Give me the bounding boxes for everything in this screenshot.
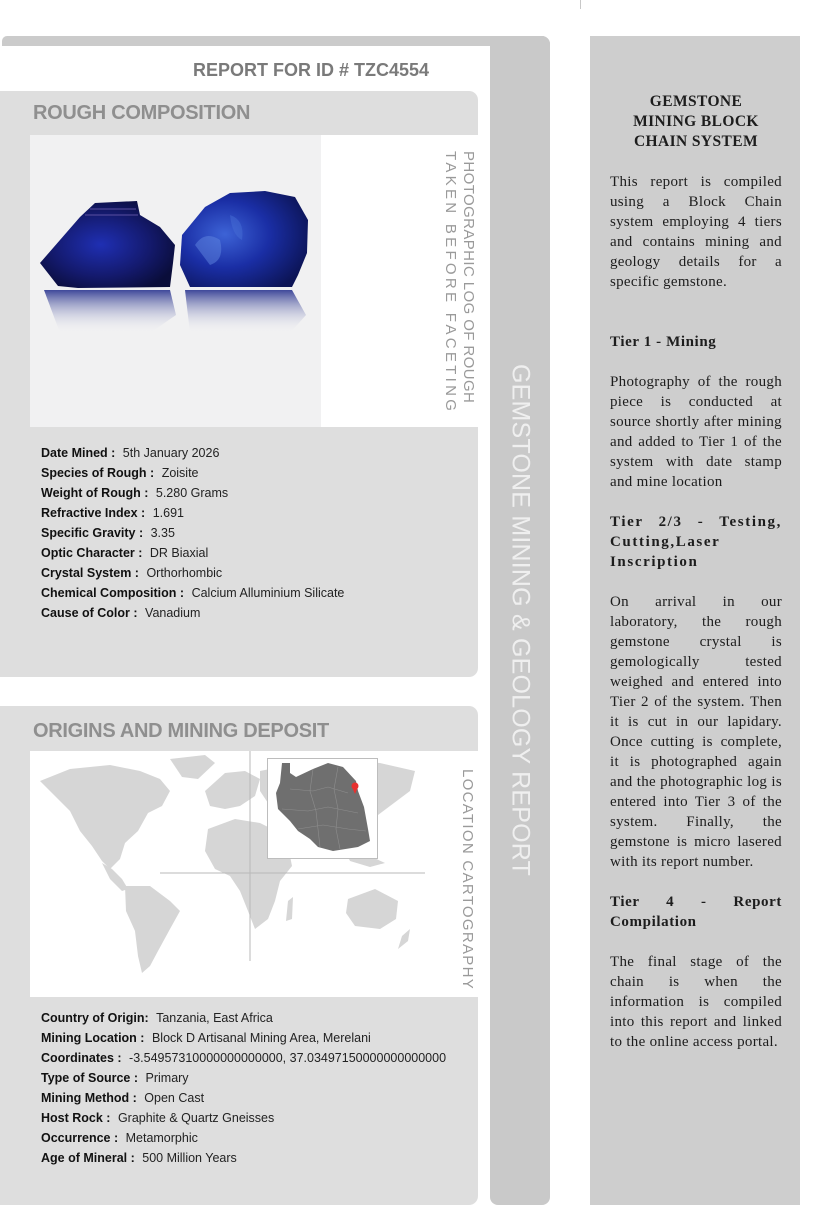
rough-photo bbox=[30, 135, 321, 427]
property-row bbox=[41, 483, 344, 503]
crystal-left bbox=[40, 201, 176, 333]
property-value: 5.280 Grams bbox=[155, 486, 229, 500]
property-value: Primary bbox=[145, 1071, 189, 1085]
property-row bbox=[41, 1088, 446, 1108]
property-label: Age of Mineral : bbox=[41, 1151, 135, 1165]
property-label: Mining Method : bbox=[41, 1091, 137, 1105]
property-value: Calcium Alluminium Silicate bbox=[191, 586, 345, 600]
property-row bbox=[41, 1048, 446, 1068]
property-label: Country of Origin: bbox=[41, 1011, 149, 1025]
property-value: 500 Million Years bbox=[142, 1151, 237, 1165]
tanzania-shape bbox=[276, 763, 370, 851]
rough-composition-panel bbox=[0, 91, 478, 677]
property-label: Date Mined : bbox=[41, 446, 116, 460]
rough-properties-list bbox=[41, 443, 344, 623]
property-row bbox=[41, 1008, 446, 1028]
property-label: Weight of Rough : bbox=[41, 486, 149, 500]
property-label: Host Rock : bbox=[41, 1111, 111, 1125]
origins-title: ORIGINS AND MINING DEPOSIT bbox=[33, 720, 329, 742]
tier-title: Tier 1 - Mining bbox=[610, 334, 717, 350]
rough-crystals-image bbox=[30, 135, 321, 427]
property-label: Species of Rough : bbox=[41, 466, 155, 480]
tier-text: The final stage of the chain is when the information is compiled into this report and linked to the online access portal. bbox=[610, 954, 782, 1050]
photo-caption-line1: PHOTOGRAPHIC LOG OF ROUGH bbox=[460, 151, 477, 404]
tier-text: On arrival in our laboratory, the rough gemstone crystal is gemologically tested weighed and entered into Tier 2 of the system. Then it is cut in our lapidary. Once cutting is complete, it is photographed again and the photographic log is entered into Tier 3 of the system. Finally, the gemstone is micro lasered with its report number. bbox=[610, 594, 782, 870]
info-panel-heading: GEMSTONE MINING BLOCK CHAIN SYSTEM bbox=[633, 93, 759, 150]
property-label: Crystal System : bbox=[41, 566, 139, 580]
property-row bbox=[41, 1068, 446, 1088]
property-row bbox=[41, 523, 344, 543]
property-value: -3.54957310000000000000, 37.03497150000000000000 bbox=[129, 1051, 447, 1065]
property-value: 3.35 bbox=[150, 526, 175, 540]
tier-text: Photography of the rough piece is conducted at source shortly after mining and added to Tier 1 of the system with date stamp and mine location bbox=[610, 374, 782, 490]
property-label: Occurrence : bbox=[41, 1131, 119, 1145]
property-row bbox=[41, 1028, 446, 1048]
info-panel-content bbox=[610, 92, 782, 1052]
property-value: Vanadium bbox=[145, 606, 201, 620]
property-row bbox=[41, 443, 344, 463]
property-value: DR Biaxial bbox=[149, 546, 209, 560]
property-row bbox=[41, 503, 344, 523]
map-area bbox=[30, 751, 478, 997]
property-value: Graphite & Quartz Gneisses bbox=[117, 1111, 275, 1125]
top-divider-tick bbox=[580, 0, 581, 9]
property-row bbox=[41, 543, 344, 563]
property-value: Tanzania, East Africa bbox=[156, 1011, 273, 1025]
report-id-heading: REPORT FOR ID # TZC4554 bbox=[193, 60, 430, 80]
property-value: Orthorhombic bbox=[146, 566, 223, 580]
property-row bbox=[41, 1128, 446, 1148]
origins-panel bbox=[0, 706, 478, 1205]
property-label: Type of Source : bbox=[41, 1071, 139, 1085]
rough-composition-title: ROUGH COMPOSITION bbox=[33, 102, 251, 124]
map-caption: LOCATION CARTOGRAPHY bbox=[459, 769, 476, 991]
property-value: Block D Artisanal Mining Area, Merelani bbox=[151, 1031, 371, 1045]
property-value: 1.691 bbox=[152, 506, 184, 520]
info-panel-intro: This report is compiled using a Block Chain system employing 4 tiers and contains mining and geology details for a specific gemstone. bbox=[610, 174, 782, 290]
origins-properties-list bbox=[41, 1008, 446, 1168]
property-label: Specific Gravity : bbox=[41, 526, 144, 540]
tier-title: Tier 2/3 - Testing, Cutting,Laser Inscription bbox=[610, 514, 782, 570]
crystal-right bbox=[180, 191, 308, 333]
property-row bbox=[41, 1148, 446, 1168]
side-band-title: GEMSTONE MINING & GEOLOGY REPORT bbox=[506, 363, 535, 877]
frame-top-bar bbox=[2, 36, 550, 46]
property-value: Open Cast bbox=[144, 1091, 205, 1105]
property-label: Refractive Index : bbox=[41, 506, 146, 520]
property-value: Metamorphic bbox=[125, 1131, 198, 1145]
property-row bbox=[41, 463, 344, 483]
rough-photo-area bbox=[30, 135, 478, 427]
property-row bbox=[41, 603, 344, 623]
tier-title: Tier 4 - Report Compilation bbox=[610, 894, 782, 930]
tanzania-map bbox=[268, 759, 379, 860]
property-label: Mining Location : bbox=[41, 1031, 145, 1045]
property-value: Zoisite bbox=[161, 466, 199, 480]
blockchain-info-panel bbox=[590, 36, 800, 1205]
tanzania-inset bbox=[267, 758, 378, 859]
property-row bbox=[41, 583, 344, 603]
property-value: 5th January 2026 bbox=[122, 446, 220, 460]
property-label: Chemical Composition : bbox=[41, 586, 185, 600]
property-label: Optic Character : bbox=[41, 546, 143, 560]
property-label: Coordinates : bbox=[41, 1051, 122, 1065]
photo-caption-line2: TAKEN BEFORE FACETING bbox=[442, 151, 459, 415]
property-row bbox=[41, 1108, 446, 1128]
property-row bbox=[41, 563, 344, 583]
property-label: Cause of Color : bbox=[41, 606, 138, 620]
